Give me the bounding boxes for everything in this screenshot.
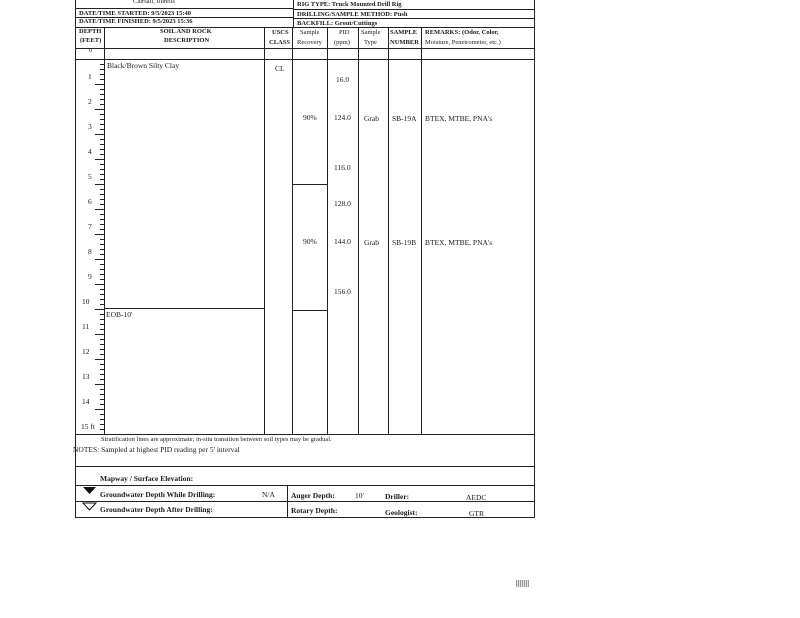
- pid-reading: 156.0: [334, 287, 351, 296]
- col-type-2: Type: [364, 39, 377, 46]
- depth-label: 4: [88, 147, 92, 156]
- date-started: DATE/TIME STARTED: 9/5/2023 15:40: [79, 10, 192, 17]
- uscs-class: CL: [275, 64, 285, 73]
- depth-label: 6: [88, 197, 92, 206]
- elevation-label: Mapway / Surface Elevation:: [100, 474, 194, 483]
- depth-label: 3: [88, 122, 92, 131]
- auger-value: 10': [355, 491, 364, 500]
- col-uscs-1: USCS: [272, 29, 289, 36]
- pid-reading: 124.0: [334, 113, 351, 122]
- location-text: Cairsali, Illinois: [133, 0, 175, 5]
- pid-reading: 16.0: [336, 75, 350, 84]
- depth-label: 15 ft: [81, 422, 95, 431]
- depth-label: 13: [82, 372, 90, 381]
- stratification-note: Stratification lines are approximate; in-situ transition between soil types may be gradual.: [101, 436, 332, 443]
- rig-type: RIG TYPE: Truck Mounted Drill Rig: [297, 1, 402, 8]
- col-pid-1: PID: [339, 29, 350, 36]
- drilling-method: DRILLING/SAMPLE METHOD: Push: [297, 11, 408, 18]
- col-recovery-1: Sample: [300, 29, 320, 36]
- col-recovery-2: Recovery: [297, 39, 322, 46]
- col-depth-1: DEPTH: [79, 28, 102, 35]
- gw-while-label: Groundwater Depth While Drilling:: [100, 490, 216, 499]
- end-of-boring: EOB-10': [106, 310, 133, 319]
- sample-type: Grab: [364, 238, 379, 247]
- gw-while-value: N/A: [262, 490, 275, 499]
- col-number-2: NUMBER: [390, 39, 419, 46]
- geologist-value: GTR: [469, 509, 484, 518]
- col-depth-2: (FEET): [80, 37, 102, 44]
- soil-description: Black/Brown Silty Clay: [107, 61, 180, 70]
- sample-number: SB-19B: [392, 238, 417, 247]
- driller-label: Driller:: [385, 492, 410, 501]
- sample-recovery: 90%: [303, 237, 317, 246]
- col-type-1: Sample: [361, 29, 381, 36]
- col-number-1: SAMPLE: [390, 29, 418, 36]
- depth-label: 1: [88, 72, 92, 81]
- sample-number: SB-19A: [392, 114, 417, 123]
- groundwater-after-icon: [83, 503, 96, 510]
- date-finished: DATE/TIME FINISHED: 9/5/2023 15:36: [79, 18, 193, 25]
- col-pid-2: (ppm): [334, 39, 350, 46]
- sample-remarks: BTEX, MTBE, PNA's: [425, 114, 493, 123]
- auger-label: Auger Depth:: [291, 491, 335, 500]
- pid-reading: 144.0: [334, 237, 351, 246]
- groundwater-while-icon: [83, 487, 96, 494]
- depth-label: 9: [88, 272, 92, 281]
- gw-after-label: Groundwater Depth After Drilling:: [100, 505, 213, 514]
- sample-recovery: 90%: [303, 113, 317, 122]
- depth-label: 0: [89, 47, 93, 54]
- depth-label: 2: [88, 97, 92, 106]
- notes-line: NOTES: Sampled at highest PID reading per 5' interval: [73, 445, 240, 454]
- col-remarks-2: Moisture, Penetrometer, etc.): [425, 39, 501, 46]
- depth-label: 7: [88, 222, 92, 231]
- col-soil-1: SOIL AND ROCK: [160, 28, 212, 35]
- scan-mark: [516, 580, 529, 587]
- col-remarks-1: REMARKS: (Odor, Color,: [425, 29, 499, 36]
- pid-reading: 128.0: [334, 199, 351, 208]
- driller-value: AEDC: [466, 493, 487, 502]
- geologist-label: Geologist:: [385, 508, 418, 517]
- depth-label: 5: [88, 172, 92, 181]
- col-uscs-2: CLASS: [269, 39, 290, 46]
- depth-label: 10: [82, 297, 90, 306]
- pid-reading: 116.0: [334, 163, 351, 172]
- backfill: BACKFILL: Grout/Cuttings: [297, 20, 378, 27]
- col-soil-2: DESCRIPTION: [164, 37, 210, 44]
- depth-label: 12: [82, 347, 90, 356]
- depth-label: 11: [82, 322, 90, 331]
- rotary-label: Rotary Depth:: [291, 506, 338, 515]
- depth-label: 14: [82, 397, 90, 406]
- sample-type: Grab: [364, 114, 379, 123]
- depth-label: 8: [88, 247, 92, 256]
- sample-remarks: BTEX, MTBE, PNA's: [425, 238, 493, 247]
